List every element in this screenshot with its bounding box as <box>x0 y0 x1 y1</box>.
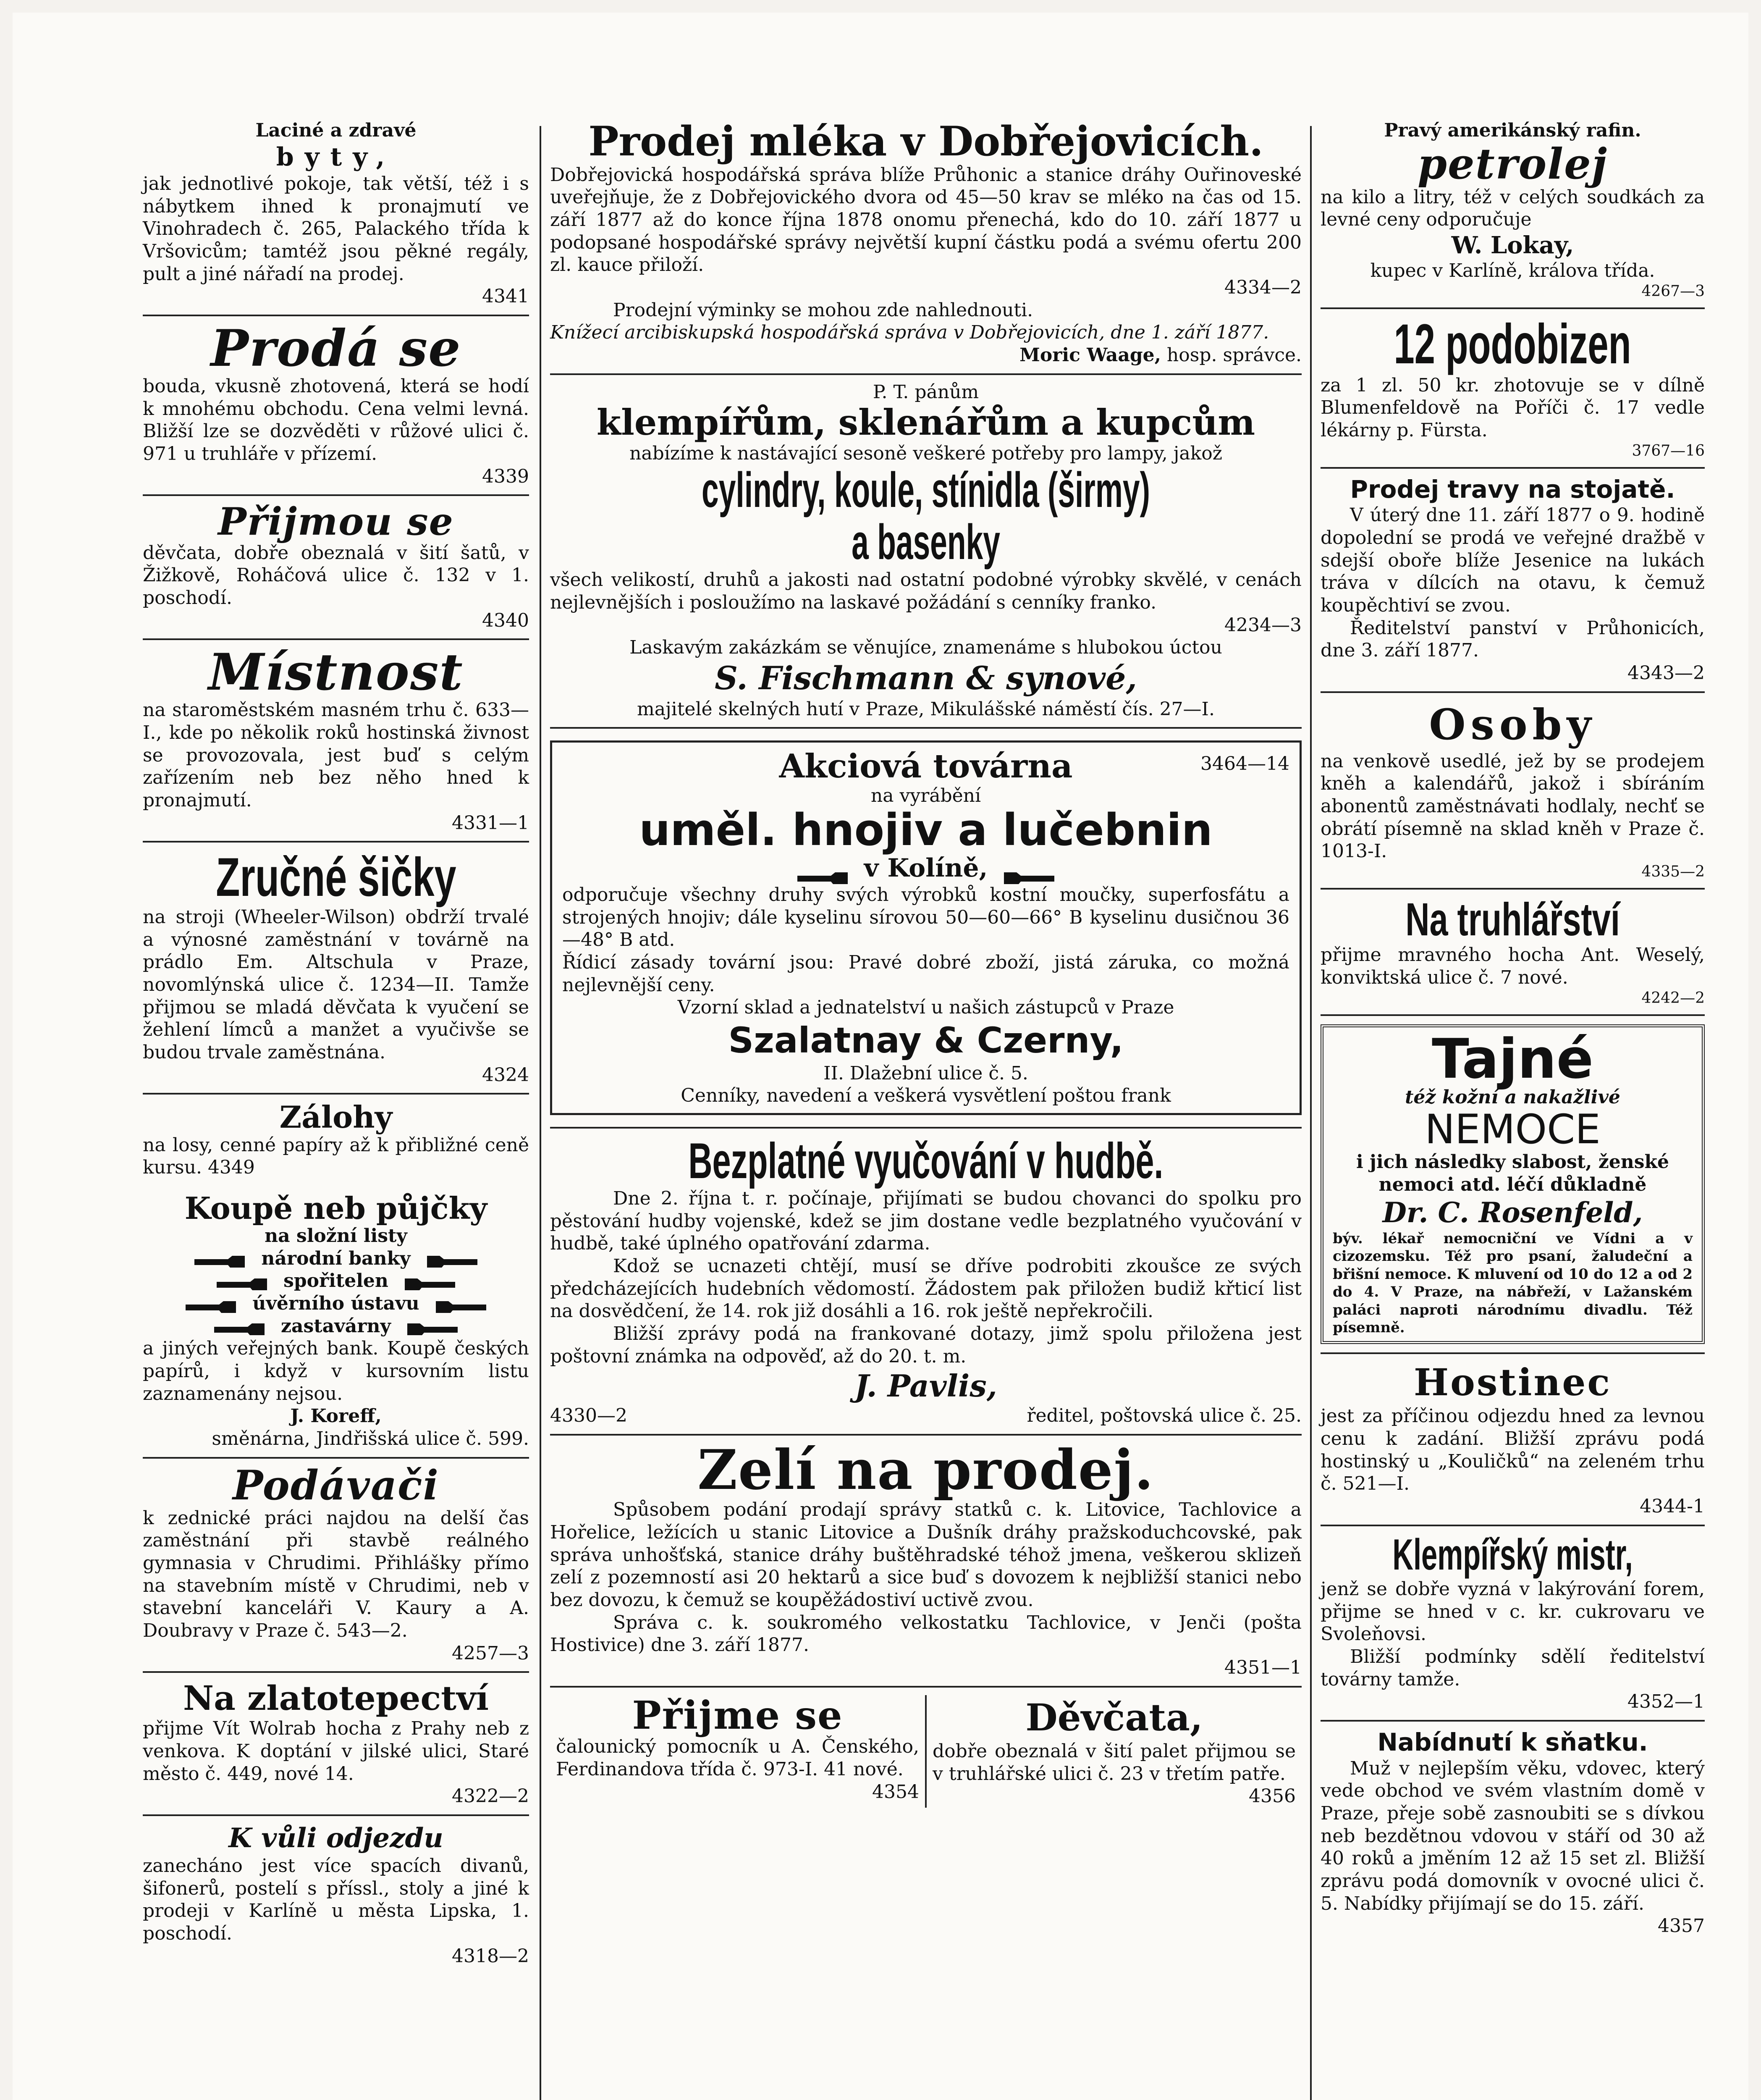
ad-line: národní banky <box>261 1247 411 1269</box>
ad-title: Přijme se <box>632 1692 843 1738</box>
pointing-hand-icon <box>993 862 1056 877</box>
ad-line: Laskavým zakázkám se věnujíce, znamenáme s hlubokou úctou <box>629 637 1222 659</box>
ad-address: II. Dlažební ulice č. 5. <box>823 1062 1028 1084</box>
column-rule-1 <box>540 126 541 2100</box>
ad-title: Místnost <box>208 643 464 702</box>
ad-title: Akciová továrna <box>779 747 1073 786</box>
ad-truhlarstvi <box>1321 890 1705 1016</box>
ad-title: Zelí na prodej. <box>697 1437 1154 1502</box>
ad-body: odporučuje všechny druhy svých výrobků kostní moučky, superfosfátu a strojených hnojiv; dále kyselinu sírovou 50—60—66° B kyselinu dusičnou 36—48° B atd. <box>562 884 1289 951</box>
ad-title: Nabídnutí k sňatku. <box>1377 1727 1648 1756</box>
ad-body: dobře obeznalá v šití palet přijmou se v truhlářské ulici č. 23 v třetím patře. <box>933 1740 1296 1785</box>
ad-factory <box>550 729 1302 1129</box>
ad-trava <box>1321 469 1705 693</box>
ad-body: na staroměstském masném trhu č. 633—I., kde po několik roků hostinská živnost se provozovala, jest buď s celým zařízením neb bez něho hned k pronajmutí. <box>143 699 529 811</box>
ad-body: i jich následky slabost, ženské nemoci atd. léčí důkladně <box>1356 1151 1669 1195</box>
ad-body: přijme Vít Wolrab hocha z Prahy neb z venkova. K doptání v jilské ulici, Staré město č. 449, nové 14. <box>143 1718 529 1785</box>
ad-cabbage <box>550 1436 1302 1688</box>
ad-title: Bezplatné vyučování v hudbě. <box>688 1132 1164 1189</box>
ad-mistnost <box>143 640 529 843</box>
ad-code: 4267—3 <box>1641 283 1705 300</box>
ad-petrolej <box>1321 113 1705 309</box>
ad-body: Spůsobem podání prodají správy statků c. k. Litovice, Tachlovice a Hořelice, ležících u stanic Litovice a Dušník dráhy pražskoduchcovské, pak správa unhošťská, stanice dráhy buštěhradské téhož jmena, veškerou sklizeň zelí z pozemností asi 20 hektarů a sice buď s dovozem k nejbližší stanici nebo bez dovozu, k čemuž se koupěžádostiví uctivě zvou. <box>550 1499 1302 1611</box>
ad-body: k zednické práci najdou na delší čas zaměstnání při stavbě reálného gymnasia v Chrudimi. Přihlášky přímo na stavebním místě v Chrudimi, neb v stavební kanceláři V. Kaury a A. Doubravy v Praze č. 543—2. <box>143 1507 529 1641</box>
ad-code: 4322—2 <box>452 1785 529 1807</box>
ad-body: jak jednotlivé pokoje, tak větší, též i s nábytkem ihned k pronajmutí ve Vinohradech č. 265, Palackého třída k Vršovicům; tamtéž jsou pěkné regály, pult a jiné nářadí na prodej. <box>143 173 529 285</box>
ad-body: děvčata, dobře obeznalá v šití šatů, v Žižkově, Roháčová ulice č. 132 v 1. poschodí. <box>143 542 529 609</box>
ad-title: Prodá se <box>210 318 461 378</box>
ad-code: 4341 <box>482 286 529 307</box>
ad-title: Osoby <box>1429 699 1596 749</box>
ad-title: Prodej mléka v Dobřejovicích. <box>588 118 1263 165</box>
ad-code: 4330—2 <box>550 1405 627 1427</box>
ad-line: Prodejní výminky se mohou zde nahlednouti. <box>613 299 1033 321</box>
ad-body-2: Ředitelství panství v Průhonicích, dne 3. září 1877. <box>1321 617 1705 662</box>
ad-title-2: cylindry, koule, stínidla (širmy) a basenky <box>702 462 1150 570</box>
column-middle <box>550 113 1302 1814</box>
column-right <box>1321 113 1705 1944</box>
ad-signature: Moric Waage, <box>1019 344 1161 366</box>
ad-podavaci <box>143 1459 529 1673</box>
ad-title: Podávači <box>233 1461 439 1509</box>
ad-title: Klempířský mistr, <box>1392 1530 1633 1579</box>
ad-title: Přijmou se <box>218 499 454 544</box>
ad-code: 4340 <box>482 609 529 631</box>
ad-code: 4354 <box>872 1781 919 1803</box>
ad-title: Tajné <box>1432 1026 1593 1091</box>
ad-city: v Kolíně, <box>864 853 988 883</box>
ad-zalohy <box>143 1095 529 1186</box>
ad-signature-2: ředitel, poštovská ulice č. 25. <box>1027 1405 1302 1427</box>
ad-title: klempířům, sklenářům a kupcům <box>596 402 1255 444</box>
ad-code: 4352—1 <box>1627 1691 1705 1713</box>
ad-milk <box>550 113 1302 375</box>
ad-body: přijme mravného hocha Ant. Weselý, konviktská ulice č. 7 nové. <box>1321 944 1705 989</box>
ad-signature: Dr. C. Rosenfeld, <box>1382 1196 1643 1229</box>
ad-code: 4357 <box>1658 1915 1705 1937</box>
ad-code: 4343—2 <box>1627 662 1705 684</box>
ad-title: Děvčata, <box>1025 1695 1203 1739</box>
ad-zlatotepectvi <box>143 1673 529 1816</box>
pointing-hand-icon <box>397 1320 460 1335</box>
ad-title-2: NEMOCE <box>1425 1106 1601 1153</box>
ad-sicky <box>143 843 529 1095</box>
ad-body: na kilo a litry, též v celých soudkách za levné ceny odporučuje <box>1321 186 1705 231</box>
ad-line: úvěrního ústavu <box>252 1293 419 1315</box>
ad-signature: S. Fischmann & synové, <box>715 659 1137 697</box>
ad-body: všech velikostí, druhů a jakosti nad ostatní podobné výrobky skvělé, v cenách nejlevnějších i posloužímo na laskavé požádání s cenníky franko. <box>550 569 1302 613</box>
ad-code: 4351—1 <box>1224 1657 1302 1678</box>
ad-klempirsky <box>1321 1526 1705 1722</box>
ad-snatek <box>1321 1722 1705 1944</box>
pointing-hand-icon <box>215 1275 278 1290</box>
ad-title: Pravý amerikánský rafin. <box>1384 120 1641 141</box>
ad-music <box>550 1129 1302 1436</box>
ad-code: 4334—2 <box>1224 276 1302 298</box>
ad-line: Knížecí arcibiskupská hospodářská správa v Dobřejovicích, dne 1. září 1877. <box>550 322 1269 344</box>
ad-title-2: uměl. hnojiv a lučebnin <box>639 804 1213 856</box>
ad-podobizen <box>1321 309 1705 469</box>
pointing-hand-icon <box>183 1297 246 1312</box>
pointing-hand-icon <box>192 1252 255 1267</box>
ad-odjezd <box>143 1816 529 1974</box>
ad-title: 12 podobizen <box>1394 312 1632 375</box>
ad-byty <box>143 113 529 316</box>
ad-tajne <box>1321 1016 1705 1354</box>
ad-code: 4349 <box>207 1157 255 1179</box>
ad-signature: J. Koreff, <box>290 1405 382 1427</box>
ad-code: 4234—3 <box>1224 614 1302 636</box>
ad-body: zanecháno jest více spacích divanů, šifonerů, postelí s příssl., stoly a jiné k prodeji v Karlíně u města Lipska, 1. poschodí. <box>143 1855 529 1945</box>
ad-body: čalounický pomocník u A. Čenského, Ferdinandova třída č. 973-I. 41 nové. <box>556 1736 919 1780</box>
ad-body: za 1 zl. 50 kr. zhotovuje se v dílně Blumenfeldově na Poříči č. 17 vedle lékárny p. Fürsta. <box>1321 374 1705 441</box>
ad-body-2: Kdož se ucnazeti chtějí, musí se dříve podrobiti zkoušce ze svých předcházejících hudebních vědomostí. Žádostem pak přiložen budiž křticí list na dosvědčení, že 14. rok již dosáhli a 16. rok ještě nepřekročili. <box>550 1255 1302 1322</box>
ad-title: Hostinec <box>1413 1360 1612 1404</box>
ad-line: zastavárny <box>281 1315 391 1337</box>
ad-body-2: býv. lékař nemocniční ve Vídni a v cizozemsku. Též pro psaní, žaludeční a břišní nemoce. K mluvení od 10 do 12 a od 2 do 4. V Praze, na nábřeží, v Lažanském paláci naproti národnímu divadlu. Též písemně. <box>1333 1230 1693 1336</box>
ad-body: Dobřejovická hospodářská správa blíže Průhonic a stanice dráhy Ouřinoveské uveřejňuje, že z Dobřejovického dvora od 45—50 krav se mléko na čas od 15. září 1877 až do konce října 1878 onomu přenechá, kdo do 10. září 1877 u podopsané hospodářské správy největší kupní částku podá a svému ofertu 200 zl. kauce přiloží. <box>550 164 1302 276</box>
ad-row-bottom <box>550 1688 1302 1814</box>
ad-title: K vůli odjezdu <box>228 1822 443 1854</box>
ad-body: na losy, cenné papíry až k přibližné ceně kursu. <box>143 1134 529 1179</box>
ad-signature-2: kupec v Karlíně, králova třída. <box>1370 260 1655 282</box>
ad-code: 3767—16 <box>1632 442 1705 459</box>
ad-code: 4335—2 <box>1641 863 1705 880</box>
ad-prijmou-se <box>143 496 529 640</box>
ad-signature-2: směnárna, Jindřišská ulice č. 599. <box>212 1428 529 1450</box>
ad-body: V úterý dne 11. září 1877 o 9. hodině dopolední se prodá ve veřejné dražbě v sdejší oboře blíže Jesenice na lukách tráva v dílcích na otavu, k čemuž koupěchtiví se zvou. <box>1321 504 1705 616</box>
ad-lamps <box>550 375 1302 729</box>
ad-signature-2: majitelé skelných hutí v Praze, Mikulášské náměstí čís. 27—I. <box>637 698 1215 720</box>
ad-title: Prodej travy na stojatě. <box>1350 475 1675 504</box>
ad-line: na složní listy <box>265 1225 407 1247</box>
ad-girls <box>925 1695 1302 1808</box>
ad-body: a jiných veřejných bank. Koupě českých papírů, i když v kursovním listu zaznamenány nejsou. <box>143 1338 529 1404</box>
pointing-hand-icon <box>417 1252 480 1267</box>
ad-code: 4356 <box>1249 1785 1296 1807</box>
ad-hire <box>550 1692 925 1808</box>
ad-code: 4339 <box>482 465 529 487</box>
ad-subtitle: na vyrábění <box>870 785 981 807</box>
ad-title-2: byty, <box>276 142 396 172</box>
ad-pretitle: P. T. pánům <box>873 381 979 403</box>
column-rule-2 <box>1310 126 1312 2100</box>
ad-body-2: Bližší podmínky sdělí ředitelství továrny tamže. <box>1321 1646 1705 1690</box>
ad-signature: J. Pavlis, <box>854 1368 997 1404</box>
ad-code: 4324 <box>482 1064 529 1086</box>
ad-signature-2: hosp. správce. <box>1166 344 1302 366</box>
ad-body: na stroji (Wheeler-Wilson) obdrží trvalé a výnosné zaměstnání v továrně na prádlo Em. Altschula v Praze, novomlýnská ulice č. 1234—II. Tamže přijmou se mladá děvčata k vyučení se žehlení límců a manžet a vyučivše se budou trvale zaměstnána. <box>143 906 529 1063</box>
ad-body: bouda, vkusně zhotovená, která se hodí k mnohému obchodu. Cena velmi levná. Bližší lze se dozvěděti v růžové ulici č. 971 u truhláře v přízemí. <box>143 375 529 465</box>
ad-hostinec <box>1321 1354 1705 1526</box>
ad-line: Vzorní sklad a jednatelství u našich zástupců v Praze <box>677 997 1174 1018</box>
ad-company-name: Szalatnay & Czerny, <box>728 1020 1124 1061</box>
ad-body-2: Správa c. k. soukromého velkostatku Tachlovice, v Jenči (pošta Hostivice) dne 3. září 1877. <box>550 1612 1302 1656</box>
ad-code: 3464—14 <box>1200 753 1289 775</box>
ad-body: Dne 2. října t. r. počínaje, přijímati se budou chovanci do spolku pro pěstování hudby vojenské, kdež se jim dostane vedle bezplatného vyučování v hudbě, také úplného opatřování zdarma. <box>550 1187 1302 1255</box>
ad-subtitle: též kožní a nakažlivé <box>1405 1086 1620 1108</box>
ad-title: Zručné šičky <box>215 846 456 908</box>
column-left <box>143 113 529 1974</box>
ad-line: nabízíme k nastávající sesoně veškeré potřeby pro lampy, jakož <box>629 442 1222 464</box>
ad-title: Na truhlářství <box>1405 893 1620 945</box>
ad-line: spořitelen <box>283 1270 388 1292</box>
ad-title: Laciné a zdravé <box>255 120 417 141</box>
pointing-hand-icon <box>425 1297 488 1312</box>
ad-code: 4318—2 <box>452 1945 529 1967</box>
ad-line: Řídicí zásady tovární jsou: Pravé dobré zboží, jistá záruka, co možná nejlevnější ceny. <box>562 952 1289 996</box>
pointing-hand-icon <box>394 1275 457 1290</box>
ad-code: 4242—2 <box>1641 989 1705 1007</box>
ad-title: Na zlatotepectví <box>183 1678 489 1718</box>
ad-code: 4331—1 <box>452 812 529 834</box>
ad-title: Zálohy <box>279 1099 393 1135</box>
ad-title: Koupě neb půjčky <box>184 1190 487 1226</box>
pointing-hand-icon <box>212 1320 275 1335</box>
ad-osoby <box>1321 693 1705 890</box>
ad-body: na venkově usedlé, jež by se prodejem kněh a kalendářů, jakož i sbíráním abonentů zaměstnávati hodlaly, nechť se obrátí písemně na sklad kněh v Praze č. 1013-I. <box>1321 750 1705 862</box>
ad-title-2: petrolej <box>1418 139 1608 189</box>
ad-signature: W. Lokay, <box>1451 231 1574 260</box>
ad-line: Cenníky, navedení a veškerá vysvětlení poštou frank <box>681 1085 1171 1107</box>
pointing-hand-icon <box>795 862 858 877</box>
ad-code: 4257—3 <box>452 1642 529 1664</box>
ad-proda-se <box>143 316 529 496</box>
ad-koupe <box>143 1186 529 1459</box>
ad-body-3: Bližší zprávy podá na frankované dotazy, jimž spolu přiložena jest poštovní známka na odpověď, až do 20. t. m. <box>550 1323 1302 1367</box>
ad-body: jenž se dobře vyzná v lakýrování forem, přijme se hned v c. kr. cukrovaru ve Svoleňovsi. <box>1321 1578 1705 1645</box>
ad-body: jest za příčinou odjezdu hned za levnou cenu k zadání. Bližší zprávu podá hostinský u „Kouličků“ na zeleném trhu č. 521—I. <box>1321 1405 1705 1495</box>
ad-body: Muž v nejlepším věku, vdovec, který vede obchod ve svém vlastním domě v Praze, přeje sobě zasnoubiti se s dívkou neb bezdětnou vdovou v stáří od 30 až 40 roků a jměním 12 až 15 set zl. Bližší zprávu podá domovník v ovocné ulici č. 5. Nabídky přijímají se do 15. září. <box>1321 1757 1705 1914</box>
ad-code: 4344-1 <box>1640 1496 1705 1517</box>
